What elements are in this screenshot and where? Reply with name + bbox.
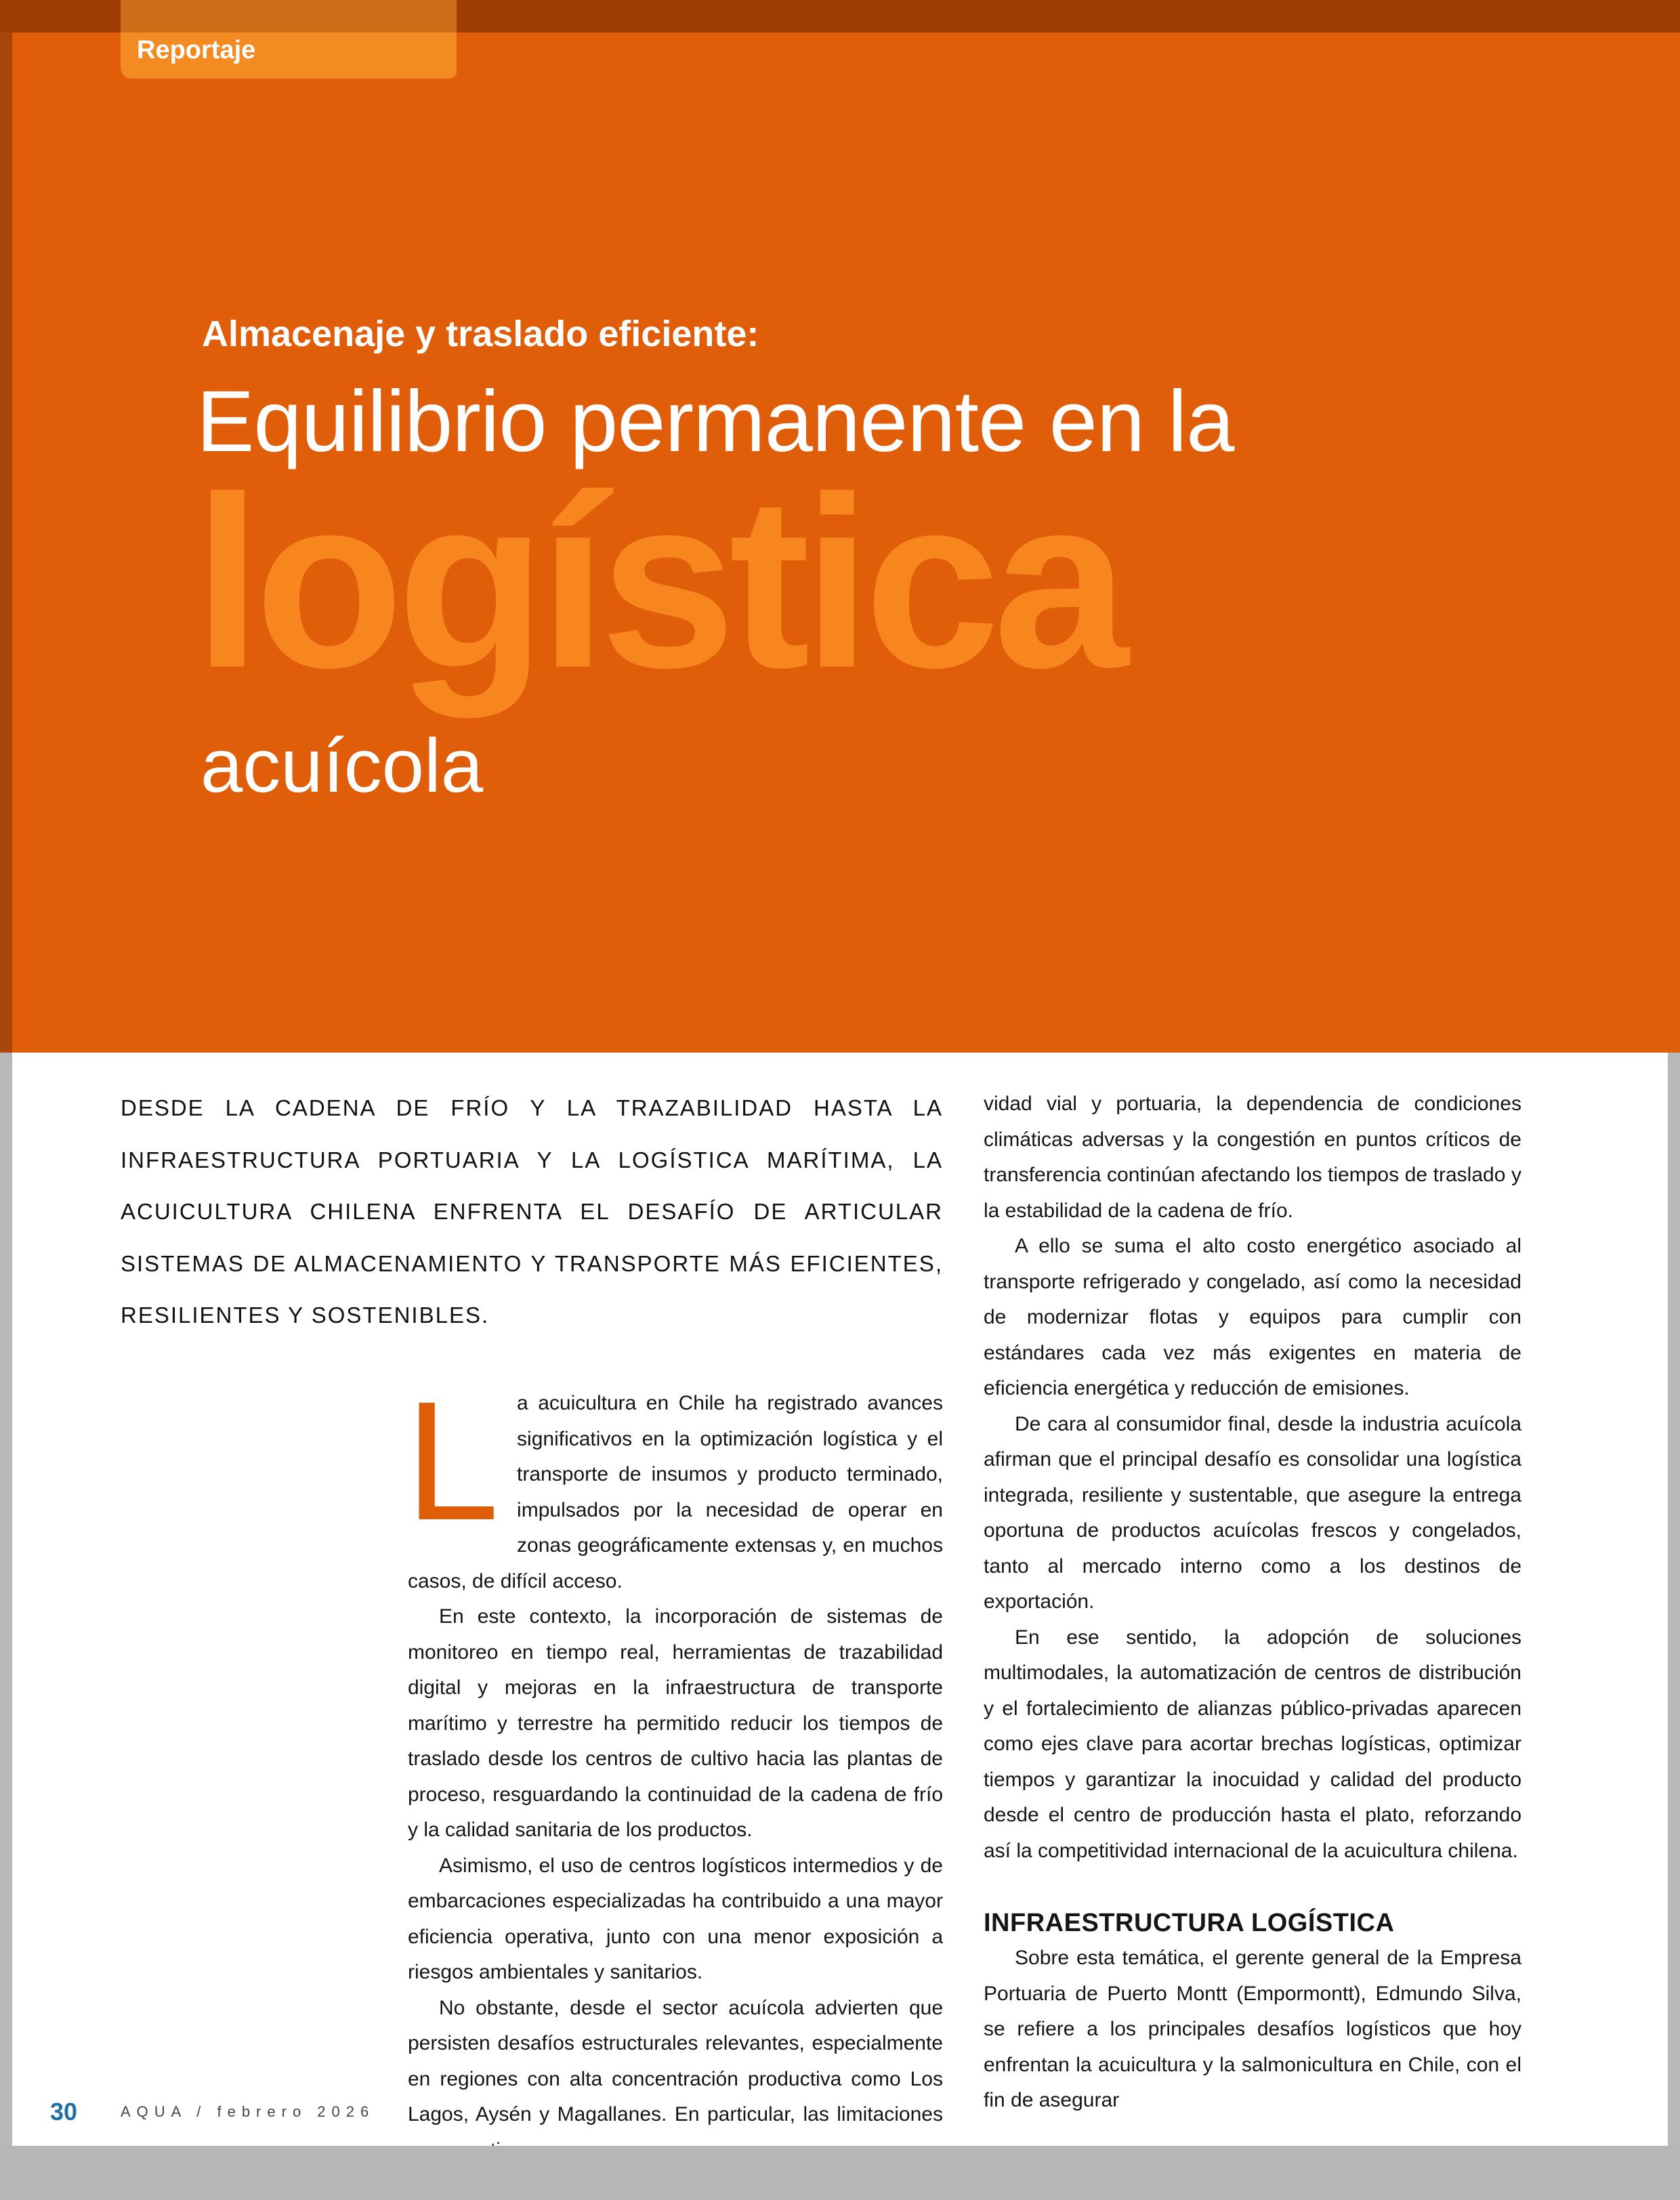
kicker: Almacenaje y traslado eficiente:: [202, 314, 759, 354]
right-margin-band: [1668, 1053, 1680, 2146]
section-tag: [121, 0, 457, 79]
right-column: [984, 1086, 1521, 2119]
paragraph-9: Sobre esta temática, el gerente general de la Empresa Portuaria de Puerto Montt (Empormontt), Edmundo Silva, se refiere a los principales desafíos logísticos que hoy enfrentan la acuicultura y la salmonicultura en Chile, con el fin de asegurar: [984, 1947, 1521, 2111]
page-number: 30: [50, 2098, 78, 2125]
paragraph-7: De cara al consumidor final, desde la industria acuícola afirman que el principal desafío es consolidar una logística integrada, resiliente y sustentable, que asegure la entrega oportuna de productos acuícolas frescos y congelados, tanto al mercado interno como a los destinos de exportación.: [984, 1412, 1521, 1613]
drop-cap: L: [405, 1366, 500, 1555]
lead-paragraph: DESDE LA CADENA DE FRÍO Y LA TRAZABILIDAD HASTA LA INFRAESTRUCTURA PORTUARIA Y LA LOGÍSTICA MARÍTIMA, LA ACUICULTURA CHILENA ENFRENTA EL DESAFÍO DE ARTICULAR SISTEMAS DE ALMACENAMIENTO Y TRANSPORTE MÁS EFICIENTES, RESILIENTES Y SOSTENIBLES.: [121, 1095, 943, 1328]
title-line-1: Equilibrio permanente en la: [196, 373, 1234, 470]
paragraph-2: En este contexto, la incorporación de sistemas de monitoreo en tiempo real, herramientas de trazabilidad digital y mejoras en la infraestructura de transporte marítimo y terrestre ha permitido reducir los tiempos de traslado desde los centros de cultivo hacia las plantas de proceso, resguardando la continuidad de la cadena de frío y la calidad sanitaria de los productos.: [408, 1605, 943, 1841]
subheading: INFRAESTRUCTURA LOGÍSTICA: [984, 1909, 1395, 1937]
title-line-3: acuícola: [201, 723, 484, 808]
publication-info: AQUA / febrero 2026: [121, 2103, 375, 2120]
paragraph-5: vidad vial y portuaria, la dependencia de condiciones climáticas adversas y la congestión en puntos críticos de transferencia continúan afectando los tiempos de traslado y la estabilidad de la cadena de frío.: [984, 1093, 1521, 1222]
footer-band: [0, 2146, 1680, 2200]
paragraph-8: En ese sentido, la adopción de soluciones multimodales, la automatización de centros de distribución y el fortalecimiento de alianzas público-privadas aparecen como ejes clave para acortar brechas logísticas, optimizar tiempos y garantizar la inocuidad y calidad del producto desde el centro de producción hasta el plato, reforzando así la competitividad internacional de la acuicultura chilena.: [984, 1626, 1521, 1862]
paragraph-6: A ello se suma el alto costo energético asociado al transporte refrigerado y congelado, así como la necesidad de modernizar flotas y equipos para cumplir con estándares cada vez más exigentes en materia de eficiencia energética y reducción de emisiones.: [984, 1235, 1521, 1399]
left-column: [405, 1366, 943, 2168]
title-main-word: logística: [194, 446, 1122, 719]
hero-left-edge: [0, 33, 12, 1053]
left-margin-band: [0, 1053, 12, 2146]
paragraph-1-text: a acuicultura en Chile ha registrado avances significativos en la optimización logística y el transporte de insumos y producto terminado, impulsados por la necesidad de operar en zonas geográficamente extensas y, en muchos casos, de difícil acceso.: [408, 1392, 943, 1592]
section-tag-label: Reportaje: [137, 36, 256, 64]
section-tag-shade: [121, 0, 457, 33]
paragraph-3: Asimismo, el uso de centros logísticos intermedios y de embarcaciones especializadas ha contribuido a una mayor eficiencia operativa, junto con una menor exposición a riesgos ambientales y sanitarios.: [408, 1854, 943, 1983]
subheading-spacer: [984, 1869, 1521, 1905]
paragraph-1: [405, 1366, 943, 1599]
paragraph-4: No obstante, desde el sector acuícola advierten que persisten desafíos estructurales relevantes, especialmente en regiones con alta concentración productiva como Los Lagos, Aysén y Magallanes. En particular, las limitaciones: [408, 1996, 943, 2125]
